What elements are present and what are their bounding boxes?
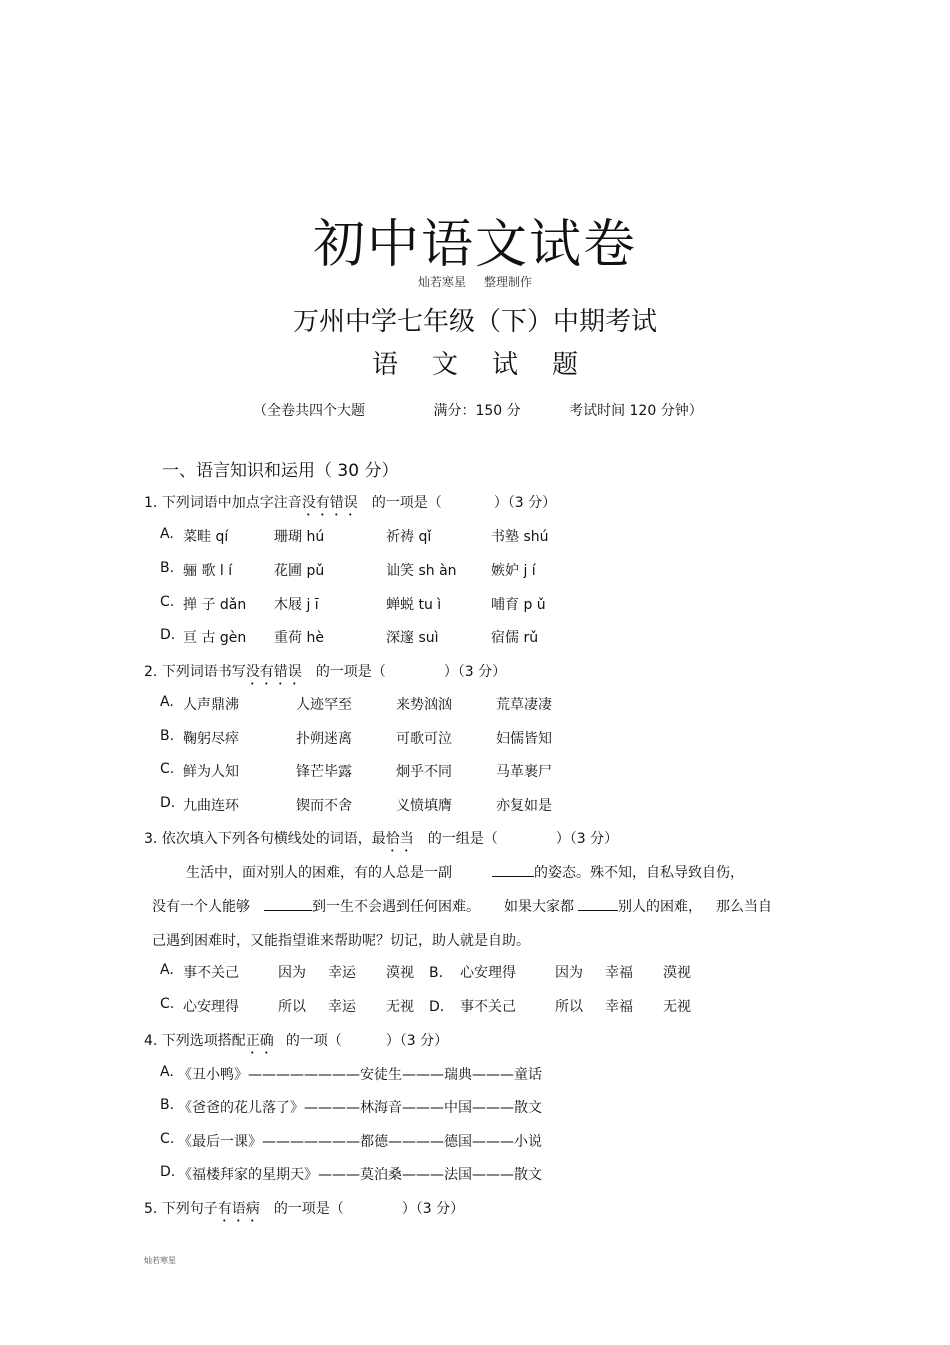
exam-scope: （全卷共四个大题	[253, 403, 365, 419]
option-item: 《最后一课》———————都德————德国———小说	[178, 1134, 542, 1150]
passage-text: 如果大家都	[504, 899, 574, 915]
option-item: 九曲连环	[183, 798, 239, 814]
passage-text: 到一生不会遇到任何困难。	[312, 899, 480, 915]
option-letter: C.	[160, 761, 175, 777]
option-item: 心安理得	[460, 965, 516, 981]
option-item: 掸 子 dǎn	[183, 597, 247, 613]
question-3-emphasis: 恰当	[385, 831, 414, 847]
option-item: 亦复如是	[496, 798, 552, 814]
option-letter: A.	[160, 526, 174, 542]
option-item: 宿儒 rǔ	[491, 630, 539, 646]
option-letter: D．	[429, 999, 454, 1015]
exam-info	[253, 400, 703, 420]
option-letter: D.	[160, 1164, 176, 1180]
question-2-score: ）（3 分）	[443, 664, 507, 680]
option-letter: D.	[160, 795, 176, 811]
option-item: 幸运	[328, 999, 356, 1015]
question-4-stem: 的一项（	[285, 1033, 342, 1049]
option-letter: A.	[160, 962, 174, 978]
question-3-prefix: 3. 依次填入下列各句横线处的词语，最	[144, 831, 386, 847]
option-item: 蝉蜕 tu ì	[386, 597, 442, 613]
question-2	[144, 661, 506, 688]
option-item: 骊 歌 l í	[183, 563, 233, 579]
question-3-score: ）（3 分）	[555, 831, 619, 847]
option-letter: B.	[160, 1097, 175, 1113]
option-item: 祈祷 qǐ	[386, 529, 432, 545]
question-2-prefix: 2. 下列词语书写	[144, 664, 246, 680]
question-4-score: ）（3 分）	[385, 1033, 449, 1049]
option-item: 无视	[663, 999, 691, 1015]
option-letter: D.	[160, 627, 176, 643]
option-letter: B．	[429, 965, 453, 981]
option-item: 珊瑚 hú	[274, 529, 325, 545]
option-item: 锲而不舍	[296, 798, 352, 814]
option-item: 讪笑 sh àn	[386, 563, 457, 579]
question-4-emphasis: 正确	[245, 1033, 274, 1049]
question-1-prefix: 1. 下列词语中加点字注音	[144, 495, 302, 511]
option-item: 幸福	[605, 999, 633, 1015]
option-item: 幸福	[605, 965, 633, 981]
main-title: 初中语文试卷	[312, 215, 637, 275]
option-item: 无视	[386, 999, 414, 1015]
question-3-passage-line-2	[152, 896, 772, 916]
question-5-prefix: 5. 下列句子	[144, 1201, 218, 1217]
passage-text: 没有一个人能够	[152, 899, 250, 915]
option-item: 人迹罕至	[296, 697, 352, 713]
maker-name: 灿若寒星	[417, 275, 466, 289]
passage-text: 的姿态。殊不知，自私导致自伤，	[534, 865, 744, 881]
option-item: 《丑小鸭》————————安徒生———瑞典———童话	[178, 1067, 542, 1083]
option-item: 鲜为人知	[183, 764, 239, 780]
fill-blank-3[interactable]	[578, 896, 618, 911]
question-4-prefix: 4. 下列选项搭配	[144, 1033, 246, 1049]
option-item: 花圃 pǔ	[274, 563, 325, 579]
option-item: 荒草凄凄	[496, 697, 552, 713]
option-item: 炯乎不同	[396, 764, 452, 780]
option-item: 锋芒毕露	[296, 764, 352, 780]
passage-text: 那么当自	[716, 899, 772, 915]
option-item: 菜畦 qí	[183, 529, 229, 545]
question-1	[144, 492, 556, 519]
footer-text: 灿若寒星	[144, 1256, 176, 1265]
option-letter: B.	[160, 728, 175, 744]
question-1-stem: 的一项是（	[371, 495, 442, 511]
option-item: 重荷 hè	[274, 630, 324, 646]
option-item: 书塾 shú	[491, 529, 549, 545]
option-letter: B.	[160, 560, 175, 576]
question-3-stem: 的一组是（	[427, 831, 498, 847]
subject-title: 语文试题	[371, 350, 612, 380]
option-item: 人声鼎沸	[183, 697, 239, 713]
option-letter: C.	[160, 1131, 175, 1147]
fill-blank-1[interactable]	[492, 862, 534, 877]
exam-time: 考试时间 120 分钟）	[569, 403, 703, 419]
option-item: 事不关己	[460, 999, 516, 1015]
question-2-emphasis: 没有错误	[245, 664, 302, 680]
question-3-passage-line-3: 己遇到困难时，又能指望谁来帮助呢？切记，助人就是自助。	[152, 933, 530, 949]
option-item: 可歌可泣	[396, 731, 452, 747]
question-3-passage-line-1	[186, 862, 744, 882]
question-1-score: ）（3 分）	[493, 495, 557, 511]
question-5	[144, 1198, 464, 1225]
question-5-score: ）（3 分）	[401, 1201, 465, 1217]
option-item: 漠视	[663, 965, 691, 981]
option-item: 亘 古 gèn	[183, 630, 247, 646]
option-item: 嫉妒 j í	[491, 563, 536, 579]
option-item: 鞠躬尽瘁	[183, 731, 239, 747]
option-letter: A.	[160, 694, 174, 710]
section-1-title: 一、语言知识和运用（ 30 分）	[162, 461, 399, 481]
passage-text: 别人的困难，	[618, 899, 702, 915]
option-item: 所以	[278, 999, 306, 1015]
option-item: 幸运	[328, 965, 356, 981]
question-5-emphasis: 有语病	[217, 1201, 260, 1217]
question-4	[144, 1030, 448, 1057]
option-item: 妇儒皆知	[496, 731, 552, 747]
exam-score: 满分：150 分	[433, 403, 521, 419]
option-item: 因为	[555, 965, 583, 981]
option-item: 因为	[278, 965, 306, 981]
option-item: 所以	[555, 999, 583, 1015]
option-item: 《福楼拜家的星期天》———莫泊桑———法国———散文	[178, 1167, 542, 1183]
maker-role: 整理制作	[484, 275, 533, 289]
question-5-stem: 的一项是（	[273, 1201, 344, 1217]
option-item: 事不关己	[183, 965, 239, 981]
option-letter: A.	[160, 1064, 174, 1080]
fill-blank-2[interactable]	[264, 896, 312, 911]
option-item: 马革裹尸	[496, 764, 552, 780]
option-item: 义愤填膺	[396, 798, 452, 814]
option-item: 木屐 j ī	[274, 597, 319, 613]
maker-line	[0, 273, 950, 290]
passage-text: 生活中，面对别人的困难，有的人总是一副	[186, 865, 452, 881]
school-title: 万州中学七年级（下）中期考试	[292, 307, 657, 337]
option-item: 来势汹汹	[396, 697, 452, 713]
option-item: 扑朔迷离	[296, 731, 352, 747]
option-letter: C.	[160, 996, 175, 1012]
option-item: 深邃 suì	[386, 630, 439, 646]
question-1-emphasis: 没有错误	[301, 495, 358, 511]
question-3	[144, 828, 618, 855]
option-item: 《爸爸的花儿落了》————林海音———中国———散文	[178, 1100, 542, 1116]
option-item: 漠视	[386, 965, 414, 981]
question-2-stem: 的一项是（	[315, 664, 386, 680]
option-item: 哺育 p ǔ	[491, 597, 546, 613]
option-letter: C.	[160, 594, 175, 610]
option-item: 心安理得	[183, 999, 239, 1015]
